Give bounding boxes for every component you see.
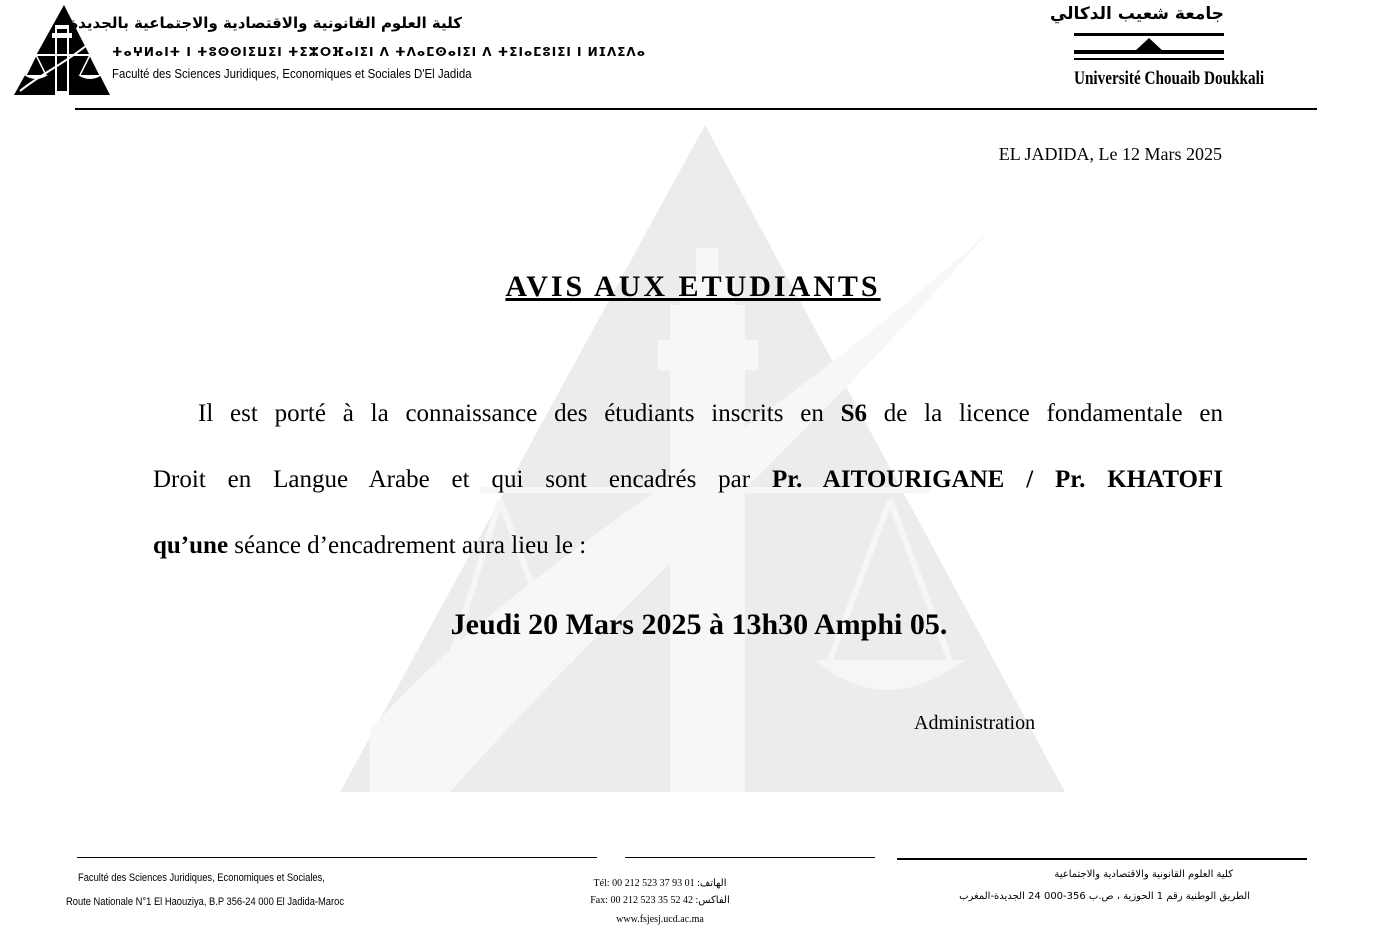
text-run: Droit en Langue Arabe et qui sont encadrés par — [153, 466, 772, 493]
notice-paragraph-line-1 — [153, 400, 1223, 428]
text-run-bold: qu’une — [153, 532, 229, 559]
footer-address-line-1: Faculté des Sciences Juridiques, Economiques et Sociales, — [78, 872, 325, 884]
university-logo-icon — [1074, 30, 1224, 66]
footer-fax: Fax: 00 212 523 35 52 42 :الفاكس — [590, 895, 730, 906]
meeting-date-time: Jeudi 20 Mars 2025 à 13h30 Amphi 05. — [450, 608, 948, 641]
university-name-arabic: جامعة شعيب الدكالي — [1049, 4, 1224, 24]
text-run: séance d’encadrement aura lieu le : — [228, 532, 587, 559]
notice-date: EL JADIDA, Le 12 Mars 2025 — [998, 144, 1222, 164]
footer-website[interactable]: www.fsjesj.ucd.ac.ma — [616, 914, 704, 925]
footer-address-line-2: Route Nationale N°1 El Haouziya, B.P 356-24 000 El Jadida-Maroc — [66, 896, 344, 908]
footer-phone: Tél: 00 212 523 37 93 01 :الهاتف — [593, 878, 727, 889]
footer-divider — [897, 858, 1307, 860]
footer-arabic-line-1: كلية العلوم القانونية والاقتصادية والاجتماعية — [1054, 869, 1233, 880]
text-run: Il est porté à la connaissance des étudiants inscrits en — [198, 400, 841, 427]
faculty-name-tifinagh: ⵜⴰⵖⵍⴰⵏⵜ ⵏ ⵜⵓⵙⵙⵏⵉⵡⵉⵏ ⵜⵉⵣⵔⴼⴰⵏⵉⵏ ⴷ ⵜⴷⴰⵎⵙⴰⵏⵉⵏ ⴷ ⵜⵉⵏⴰⵎⵓⵏⵉⵏ ⵏ ⵍⵊⴷⵉⴷⴰ — [112, 45, 647, 59]
signature: Administration — [914, 712, 1036, 734]
faculty-logo-watermark-icon — [330, 120, 1070, 800]
notice-title: AVIS AUX ETUDIANTS — [505, 270, 881, 303]
notice-paragraph-line-2 — [153, 466, 1223, 494]
faculty-name-arabic: كلية العلوم القانونية والاقتصادية والاجتماعية بالجديدة — [69, 14, 462, 32]
footer-divider — [77, 857, 597, 858]
university-name-french: Université Chouaib Doukkali — [1074, 68, 1265, 89]
professors-names: Pr. AITOURIGANE / Pr. KHATOFI — [771, 466, 1223, 493]
notice-paragraph-line-3 — [153, 532, 1223, 560]
footer-divider — [625, 857, 875, 858]
footer-arabic-line-2: الطريق الوطنية رقم 1 الحوزية ، ص.ب 356-000 24 الجديدة-المغرب — [959, 891, 1250, 902]
header-divider — [75, 108, 1317, 110]
faculty-name-french: Faculté des Sciences Juridiques, Economiques et Sociales D'El Jadida — [112, 66, 472, 81]
text-run: de la licence fondamentale en — [867, 400, 1223, 427]
semester-label: S6 — [840, 400, 868, 427]
